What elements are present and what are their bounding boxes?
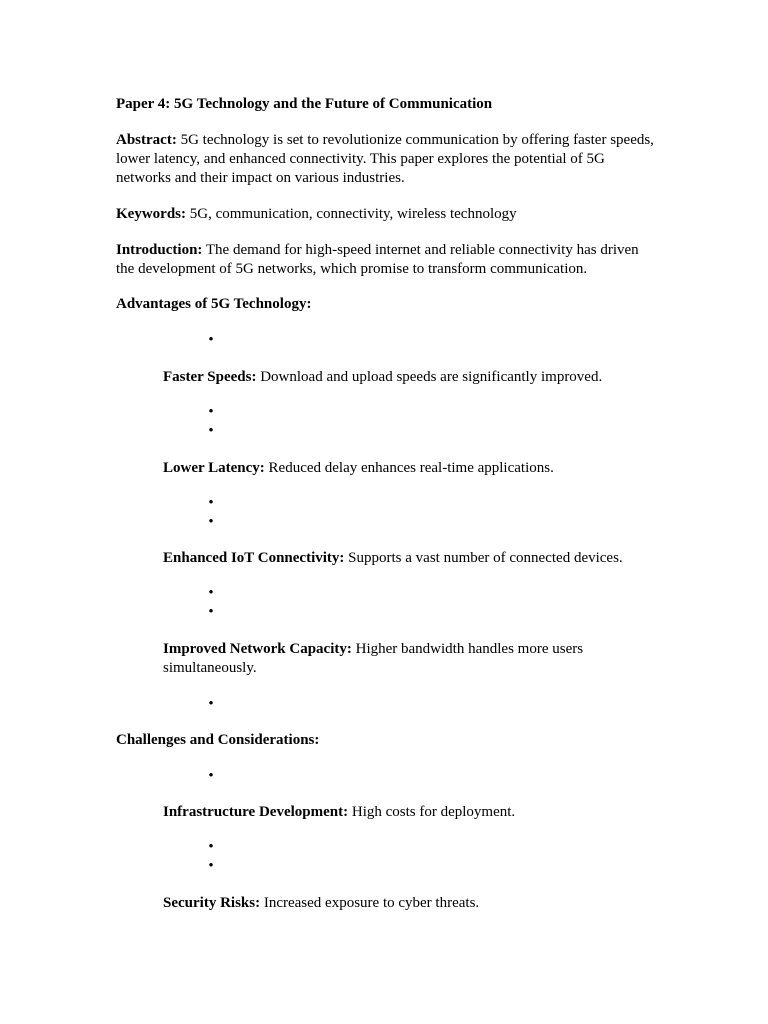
advantage-item-iot-connectivity: [163, 549, 633, 568]
list-bullet: •: [208, 404, 214, 420]
challenge-text: High costs for deployment.: [348, 804, 516, 820]
keywords-text: 5G, communication, connectivity, wireless technology: [186, 206, 517, 222]
advantage-text: Reduced delay enhances real-time applications.: [264, 460, 554, 476]
paper-title: [116, 95, 656, 114]
list-bullet: •: [208, 768, 214, 784]
introduction-text: The demand for high-speed internet and reliable connectivity has driven the development of 5G networks, which promise to transform communication.: [116, 242, 639, 277]
introduction-label: Introduction:: [116, 242, 203, 258]
advantage-item-lower-latency: [163, 459, 633, 478]
keywords-paragraph: [116, 205, 656, 224]
challenges-heading-text: Challenges and Considerations:: [116, 732, 320, 748]
introduction-paragraph: [116, 241, 656, 279]
advantage-item-network-capacity: [163, 640, 633, 678]
list-bullet: •: [208, 332, 214, 348]
list-bullet: •: [208, 495, 214, 511]
paper-title-text: Paper 4: 5G Technology and the Future of Communication: [116, 96, 493, 112]
list-bullet: •: [208, 604, 214, 620]
challenges-heading: [116, 731, 656, 750]
advantages-heading: [116, 295, 656, 314]
list-bullet: •: [208, 858, 214, 874]
keywords-label: Keywords:: [116, 206, 186, 222]
challenge-text: Increased exposure to cyber threats.: [260, 895, 480, 911]
challenge-label: Infrastructure Development:: [163, 804, 349, 820]
advantage-label: Improved Network Capacity:: [163, 641, 352, 657]
advantage-text: Download and upload speeds are significantly improved.: [256, 369, 603, 385]
advantages-heading-text: Advantages of 5G Technology:: [116, 296, 312, 312]
abstract-text: 5G technology is set to revolutionize communication by offering faster speeds, lower latency, and enhanced connectivity. This paper explores the potential of 5G networks and their impact on various industries.: [116, 132, 654, 186]
list-bullet: •: [208, 585, 214, 601]
challenge-item-infrastructure: [163, 803, 633, 822]
advantage-item-faster-speeds: [163, 368, 633, 387]
challenge-item-security-risks: [163, 894, 633, 913]
advantage-text: Higher bandwidth handles more users simultaneously.: [163, 641, 584, 676]
advantage-label: Faster Speeds:: [163, 369, 257, 385]
abstract-paragraph: [116, 131, 656, 188]
challenge-label: Security Risks:: [163, 895, 261, 911]
advantage-label: Lower Latency:: [163, 460, 265, 476]
advantage-label: Enhanced IoT Connectivity:: [163, 550, 345, 566]
list-bullet: •: [208, 514, 214, 530]
advantage-text: Supports a vast number of connected devices.: [344, 550, 623, 566]
abstract-label: Abstract:: [116, 132, 177, 148]
list-bullet: •: [208, 696, 214, 712]
list-bullet: •: [208, 423, 214, 439]
list-bullet: •: [208, 839, 214, 855]
